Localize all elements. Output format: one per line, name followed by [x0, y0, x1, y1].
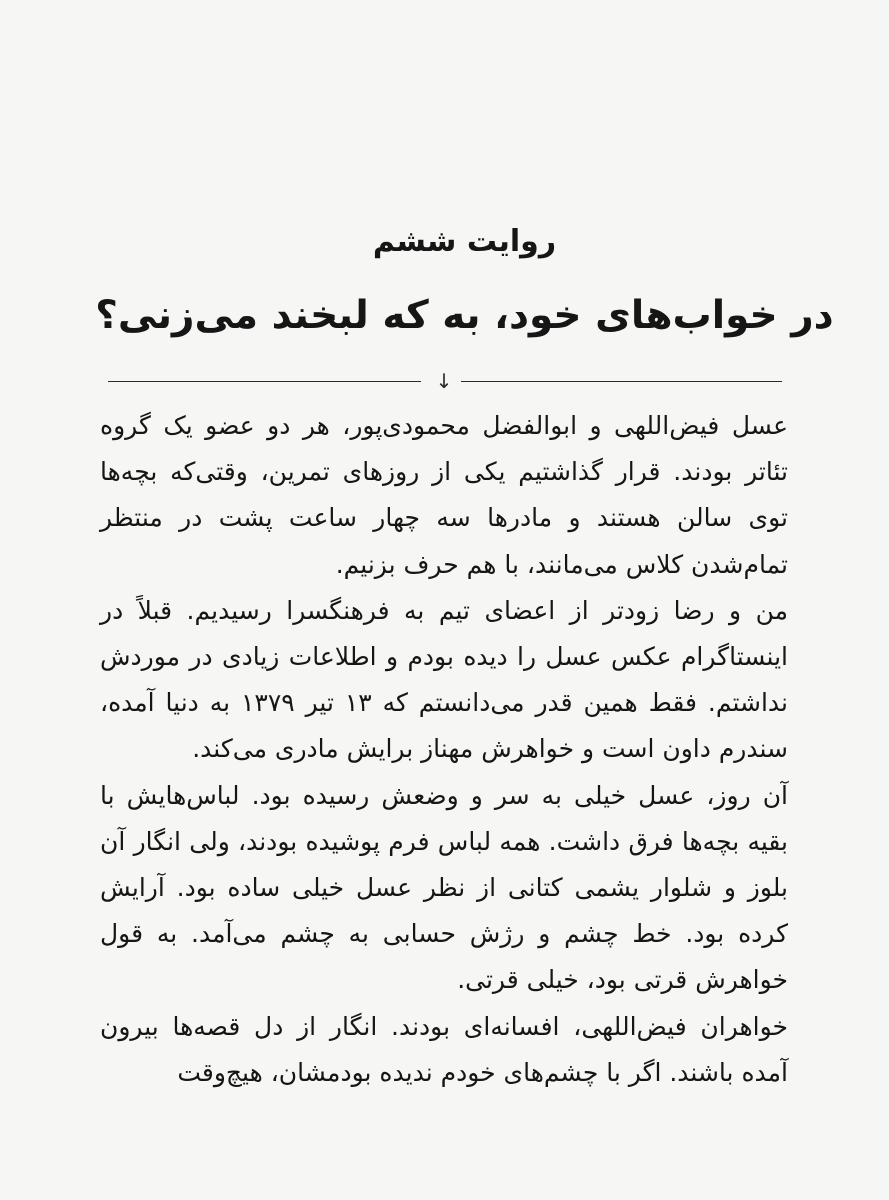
chapter-label: روایت ششم	[372, 224, 557, 259]
body-text	[100, 403, 788, 1096]
paragraph-3: آن روز، عسل خیلی به سر و وضعش رسیده بود. لباس‌هایش با بقیه بچه‌ها فرق داشت. همه لباس فرم پوشیده بودند، ولی انگار آن بلوز و شلوار یشمی کتانی از نظر عسل خیلی ساده بود. آرایش کرده بود. خط چشم و رژش حسابی به چشم می‌آمد. به قول خواهرش قرتی بود، خیلی قرتی.	[100, 780, 788, 995]
paragraph-2: من و رضا زودتر از اعضای تیم به فرهنگسرا رسیدیم. قبلاً در اینستاگرام عکس عسل را دیده بودم و اطلاعات زیادی در موردش نداشتم. فقط همین قدر می‌دانستم که ۱۳ تیر ۱۳۷۹ به دنیا آمده، سندرم داون است و خواهرش مهناز برایش مادری می‌کند.	[100, 595, 788, 764]
arrow-down-icon: ↓	[435, 369, 453, 393]
paragraph-1: عسل فیض‌اللهی و ابوالفضل محمودی‌پور، هر دو عضو یک گروه تئاتر بودند. قرار گذاشتیم یکی از روزهای تمرین، وقتی‌که بچه‌ها توی سالن هستند و مادرها سه چهار ساعت پشت در منتظر تمام‌شدن کلاس می‌مانند، با هم حرف بزنیم.	[100, 411, 788, 579]
title-divider	[108, 370, 782, 392]
paragraph-4: خواهران فیض‌اللهی، افسانه‌ای بودند. انگار از دل قصه‌ها بیرون آمده باشند. اگر با چشم‌های خودم ندیده بودمشان، هیچ‌وقت	[100, 1011, 788, 1087]
divider-line-right	[461, 381, 782, 382]
divider-line-left	[108, 381, 421, 382]
chapter-title: در خواب‌های خود، به که لبخند می‌زنی؟	[95, 293, 834, 338]
